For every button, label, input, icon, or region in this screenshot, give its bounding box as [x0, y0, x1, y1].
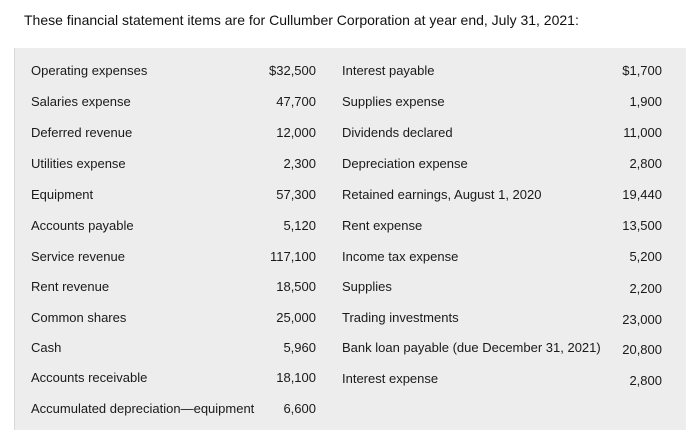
right-item-label: Supplies [342, 279, 392, 294]
left-item-label: Rent revenue [31, 279, 110, 294]
right-item-label: Bank loan payable (due December 31, 2021) [342, 340, 601, 355]
right-item-label: Supplies expense [342, 94, 445, 109]
right-item-amount: 2,800 [629, 373, 662, 388]
left-item-label: Operating expenses [31, 63, 148, 78]
left-item-label: Equipment [31, 187, 94, 202]
left-item-label: Service revenue [31, 249, 125, 264]
right-item-label: Dividends declared [342, 125, 453, 140]
left-item-label: Accounts receivable [31, 370, 148, 385]
right-item-label: Depreciation expense [342, 156, 468, 171]
left-item-amount: 12,000 [276, 125, 316, 140]
left-item-amount: 47,700 [276, 94, 316, 109]
left-item-label: Deferred revenue [31, 125, 133, 140]
left-item-amount: 18,500 [276, 279, 316, 294]
left-item-label: Utilities expense [31, 156, 126, 171]
right-item-label: Interest expense [342, 371, 439, 386]
left-item-label: Accumulated depreciation—equipment [31, 401, 255, 416]
right-item-amount: 19,440 [622, 187, 662, 202]
right-item-amount: 13,500 [622, 218, 662, 233]
intro-text: These financial statement items are for Cullumber Corporation at year end, July 31, 2021: [24, 12, 579, 28]
right-item-label: Trading investments [342, 310, 459, 325]
left-item-label: Accounts payable [31, 218, 134, 233]
right-item-label: Rent expense [342, 218, 423, 233]
left-item-label: Common shares [31, 310, 127, 325]
right-item-amount: 2,200 [629, 281, 662, 296]
left-item-amount: 6,600 [283, 401, 316, 416]
left-item-amount: 5,120 [283, 218, 316, 233]
left-item-amount: 117,100 [269, 249, 316, 264]
right-item-amount: $1,700 [622, 63, 662, 78]
right-item-label: Income tax expense [342, 249, 459, 264]
right-item-amount: 20,800 [622, 342, 662, 357]
right-item-amount: 23,000 [622, 312, 662, 327]
financial-items-table [14, 48, 686, 430]
right-item-label: Interest payable [342, 63, 435, 78]
left-item-amount: 2,300 [283, 156, 316, 171]
right-item-amount: 5,200 [629, 249, 662, 264]
right-item-amount: 1,900 [629, 94, 662, 109]
right-item-amount: 2,800 [629, 156, 662, 171]
right-item-label: Retained earnings, August 1, 2020 [342, 187, 542, 202]
left-item-label: Cash [31, 340, 62, 355]
right-item-amount: 11,000 [623, 125, 662, 140]
left-item-amount: 5,960 [283, 340, 316, 355]
left-item-amount: 18,100 [276, 370, 316, 385]
left-item-amount: 25,000 [276, 310, 316, 325]
left-item-label: Salaries expense [31, 94, 131, 109]
left-item-amount: 57,300 [276, 187, 316, 202]
left-item-amount: $32,500 [269, 63, 316, 78]
